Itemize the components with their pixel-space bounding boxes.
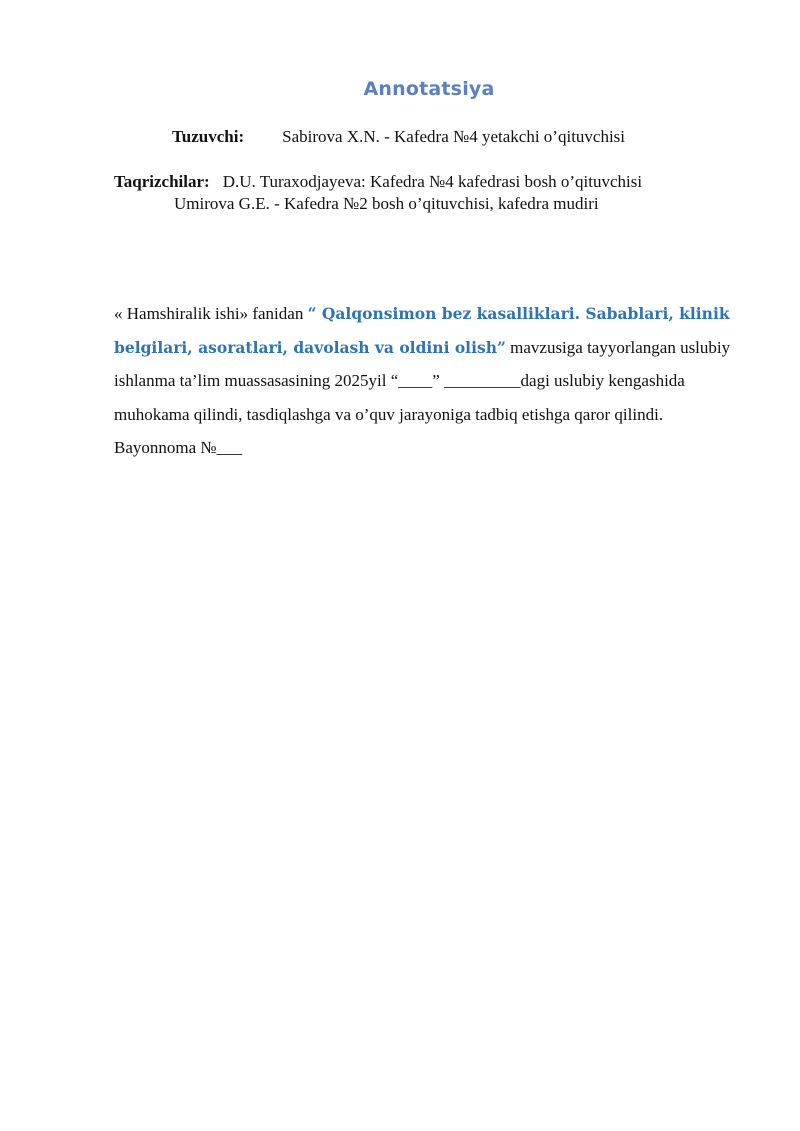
paragraph-topic: “ Qalqonsimon bez kasalliklari. Sabablari, klinik belgilari, asoratlari, davolash va oldini olish” xyxy=(114,304,730,357)
compiler-label: Tuzuvchi: xyxy=(172,127,245,146)
protocol-number: Bayonnoma №___ xyxy=(114,438,243,457)
reviewer-2: Umirova G.E. - Kafedra №2 bosh o’qituvchisi, kafedra mudiri xyxy=(174,194,599,213)
reviewer-1: D.U. Turaxodjayeva: Kafedra №4 kafedrasi bosh o’qituvchisi xyxy=(222,172,643,191)
approval-paragraph xyxy=(114,297,764,465)
compiler-line xyxy=(172,127,625,147)
paragraph-intro: « Hamshiralik ishi» fanidan xyxy=(114,304,308,323)
reviewers-label: Taqrizchilar: xyxy=(114,172,210,191)
reviewers-line xyxy=(114,172,642,192)
document-title: Annotatsiya xyxy=(363,78,495,100)
paragraph-body: mavzusiga tayyorlangan uslubiy ishlanma ta’lim muassasasining 2025yil “____” _________dagi uslubiy kengashida muhokama qilindi, tasdiqlashga va o’quv jarayoniga tadbiq etishga qaror qilindi. xyxy=(114,337,731,424)
compiler-value: Sabirova X.N. - Kafedra №4 yetakchi o’qituvchisi xyxy=(282,127,626,146)
